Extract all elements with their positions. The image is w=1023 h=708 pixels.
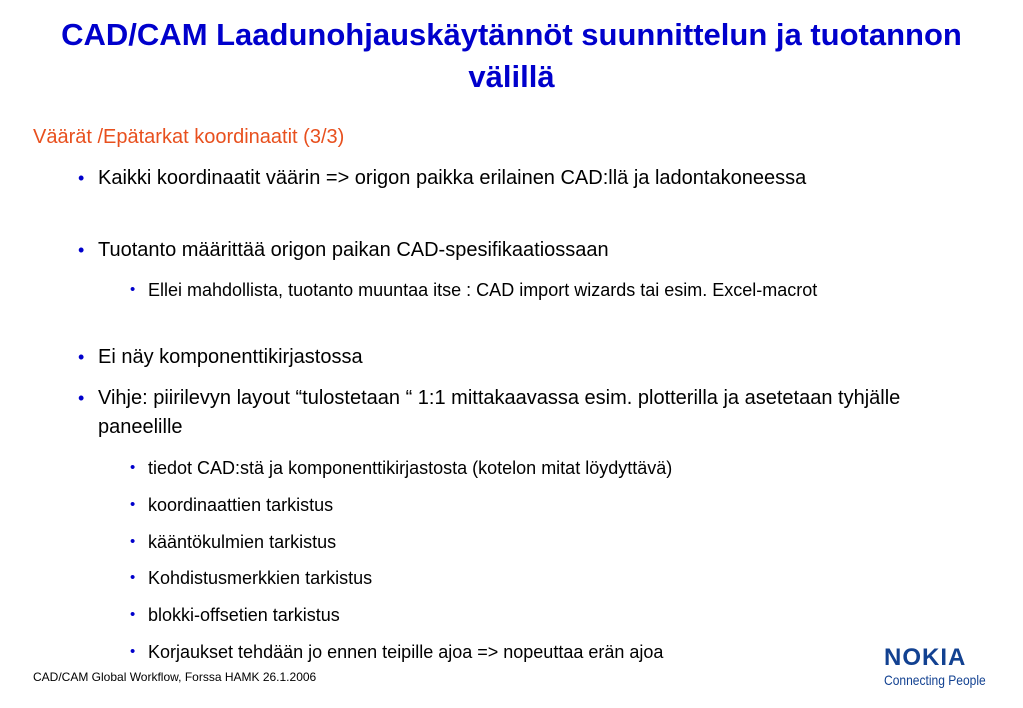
logo-wordmark: NOKIA — [884, 644, 967, 671]
list-item — [130, 492, 966, 518]
list-item — [78, 343, 978, 372]
slide-title: CAD/CAM Laadunohjauskäytännöt suunnittelun ja tuotannon välillä — [61, 17, 962, 94]
list-item — [78, 164, 888, 193]
bullet-icon: • — [130, 569, 136, 586]
list-item-text: Ei näy komponenttikirjastossa — [98, 346, 363, 368]
list-item — [130, 602, 966, 628]
list-item — [130, 455, 966, 481]
slide-subtitle: Väärät /Epätarkat koordinaatit (3/3) — [33, 126, 345, 148]
list-item-text: tiedot CAD:stä ja komponenttikirjastosta (kotelon mitat löydyttävä) — [148, 458, 673, 478]
bullet-icon: • — [130, 459, 136, 476]
list-item — [78, 236, 978, 265]
bullet-icon: • — [130, 643, 136, 660]
bullet-icon: • — [78, 168, 85, 188]
list-item-text: blokki-offsetien tarkistus — [148, 605, 340, 625]
list-item — [130, 529, 966, 555]
list-item-text: kääntökulmien tarkistus — [148, 532, 337, 552]
list-item — [130, 277, 966, 303]
bullet-icon: • — [130, 606, 136, 623]
list-item — [130, 639, 966, 665]
list-item-text: Ellei mahdollista, tuotanto muuntaa itse : CAD import wizards tai esim. Excel-macrot — [148, 280, 818, 300]
nokia-logo — [884, 645, 1004, 695]
list-item-text: koordinaattien tarkistus — [148, 495, 334, 515]
bullet-icon: • — [78, 240, 85, 260]
logo-tagline: Connecting People — [884, 672, 986, 688]
list-item-text: Tuotanto määrittää origon paikan CAD-spesifikaatiossaan — [98, 239, 609, 261]
list-item-text: Korjaukset tehdään jo ennen teipille ajoa => nopeuttaa erän ajoa — [148, 642, 664, 662]
bullet-icon: • — [130, 496, 136, 513]
footer-text: CAD/CAM Global Workflow, Forssa HAMK 26.1.2006 — [33, 670, 317, 684]
bullet-icon: • — [130, 533, 136, 550]
list-item-text: Kohdistusmerkkien tarkistus — [148, 568, 373, 588]
bullet-icon: • — [78, 388, 85, 408]
list-item-text: Kaikki koordinaatit väärin => origon paikka erilainen CAD:llä ja ladontakoneessa — [98, 167, 807, 189]
bullet-icon: • — [130, 281, 136, 298]
list-item — [130, 565, 966, 591]
list-item — [78, 384, 968, 442]
list-item-text: Vihje: piirilevyn layout “tulostetaan “ 1:1 mittakaavassa esim. plotterilla ja asetetaan tyhjälle paneelille — [98, 387, 901, 438]
bullet-icon: • — [78, 347, 85, 367]
